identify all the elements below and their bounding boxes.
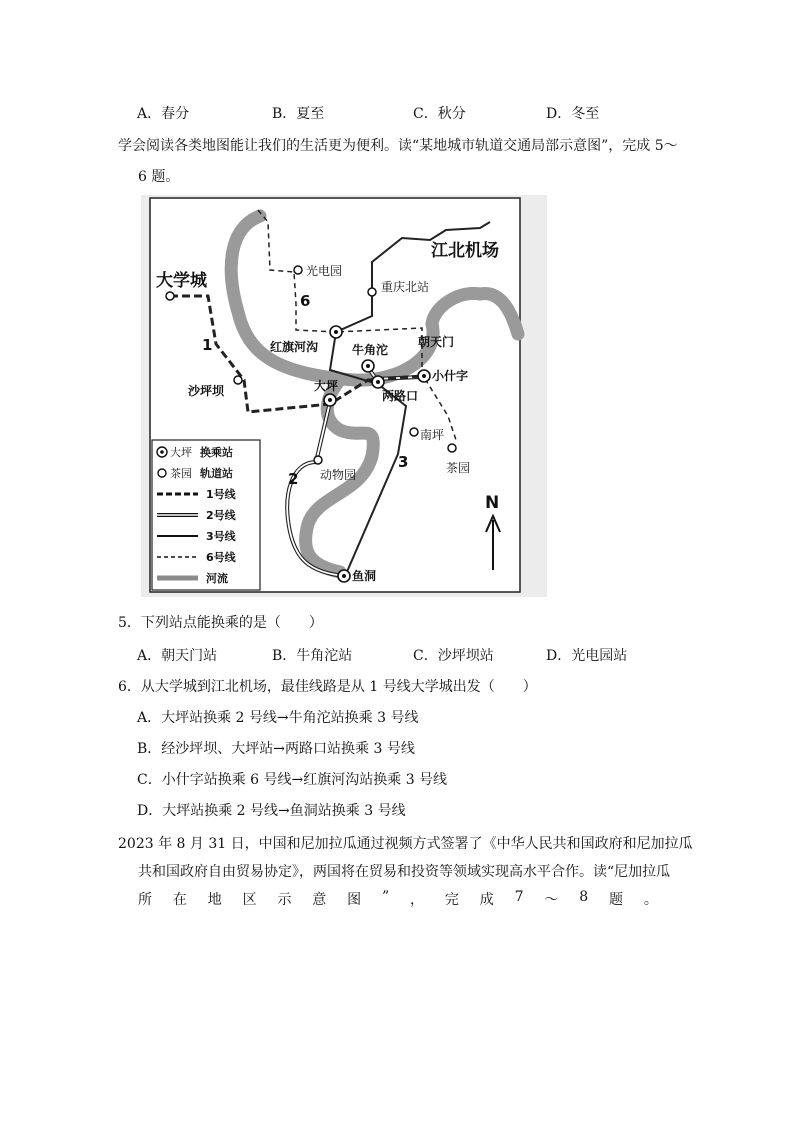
intro-7-8-line3-char: ～ xyxy=(544,892,559,908)
intro-7-8-line3-char: 题 xyxy=(609,892,624,908)
intro-7-8-line3-char: ” xyxy=(382,889,390,905)
label-shapingba: 沙坪坝 xyxy=(188,384,225,398)
intro-7-8-line3-char: 所 xyxy=(138,892,152,908)
intro-7-8-line3-char: 地 xyxy=(207,892,222,908)
label-jiangbei-airport: 江北机场 xyxy=(431,241,499,261)
q4-option-c: C．秋分 xyxy=(413,106,466,122)
map-legend xyxy=(152,440,260,590)
intro-7-8-line3-char: 示 xyxy=(277,892,292,908)
q6-stem: 6．从大学城到江北机场，最佳线路是从 1 号线大学城出发（ ） xyxy=(118,679,537,695)
q5-option-c: C．沙坪坝站 xyxy=(413,648,494,664)
station-guangdianyuan-marker xyxy=(294,266,302,274)
intro-5-6-line1: 学会阅读各类地图能让我们的生活更为便利。读“某地城市轨道交通局部示意图”，完成 5～ xyxy=(118,138,678,154)
station-shapingba-marker xyxy=(234,376,242,384)
q4-option-a: A．春分 xyxy=(137,106,190,122)
intro-7-8-line3-char: 意 xyxy=(312,892,327,908)
legend-transfer-label: 换乘站 xyxy=(200,446,233,459)
q4-option-d: D．冬至 xyxy=(546,106,600,122)
station-nanping-marker xyxy=(410,428,418,436)
intro-7-8-line1: 2023 年 8 月 31 日，中国和尼加拉瓜通过视频方式签署了《中华人民共和国政府和尼加拉瓜 xyxy=(118,836,693,852)
label-xiaoshizi: 小什字 xyxy=(432,369,469,383)
q6-option-d: D．大坪站换乘 2 号线→鱼洞站换乘 3 号线 xyxy=(137,803,406,819)
legend-station-label: 轨道站 xyxy=(200,467,233,480)
intro-7-8-line3-char: 图 xyxy=(347,892,362,908)
legend-transfer-dot xyxy=(160,450,164,454)
q4-option-b: B．夏至 xyxy=(272,106,325,122)
station-chayuan-marker xyxy=(448,444,456,452)
legend-station-symbol xyxy=(158,469,166,477)
station-chongqing-north-marker xyxy=(368,288,376,296)
label-daping: 大坪 xyxy=(314,379,339,393)
label-nanping: 南坪 xyxy=(420,428,445,442)
q5-option-b: B．牛角沱站 xyxy=(272,648,353,664)
label-chaotianmen: 朝天门 xyxy=(418,335,455,349)
legend-line2-label: 2号线 xyxy=(206,509,236,522)
label-hongqihegou: 红旗河沟 xyxy=(270,340,319,354)
station-xiaoshizi-dot xyxy=(422,374,426,378)
intro-7-8-line3-char: 在 xyxy=(172,892,187,908)
intro-7-8-line3-char: 7 xyxy=(514,889,524,905)
label-chongqing-north: 重庆北站 xyxy=(381,280,430,294)
rail-transit-map xyxy=(140,194,548,598)
q5-option-d: D．光电园站 xyxy=(546,648,628,664)
legend-line6-label: 6号线 xyxy=(206,551,236,564)
label-yudong: 鱼洞 xyxy=(352,569,377,583)
q6-option-c: C．小什字站换乘 6 号线→红旗河沟站换乘 3 号线 xyxy=(137,772,448,788)
station-hongqihegou-dot xyxy=(334,330,338,334)
intro-7-8-line3-char: 区 xyxy=(242,892,257,908)
intro-7-8-line3 xyxy=(138,889,658,909)
label-chayuan: 茶园 xyxy=(446,461,471,475)
intro-7-8-line3-char: ， xyxy=(410,892,425,908)
label-daxuecheng: 大学城 xyxy=(156,271,207,291)
line-number-2: 2 xyxy=(288,470,299,488)
north-label: N xyxy=(485,493,500,513)
intro-7-8-line3-char: 8 xyxy=(579,889,589,905)
legend-line3-label: 3号线 xyxy=(206,530,236,543)
station-daxuecheng-marker xyxy=(166,292,174,300)
legend-transfer-sample: 大坪 xyxy=(170,446,192,459)
intro-7-8-line3-char: 。 xyxy=(643,892,658,908)
q5-option-a: A．朝天门站 xyxy=(137,648,218,664)
station-dongwuyuan-marker xyxy=(314,456,322,464)
intro-7-8-line3-char: 成 xyxy=(479,892,494,908)
station-daping-dot xyxy=(328,398,332,402)
legend-river-label: 河流 xyxy=(206,572,228,585)
intro-5-6-line2: 6 题。 xyxy=(138,169,180,185)
q5-stem: 5．下列站点能换乘的是（ ） xyxy=(118,615,323,631)
q6-option-b: B．经沙坪坝、大坪站→两路口站换乘 3 号线 xyxy=(137,741,415,757)
intro-7-8-line3-char: 完 xyxy=(444,892,459,908)
legend-line1-label: 1号线 xyxy=(206,488,236,501)
legend-station-sample: 茶园 xyxy=(170,467,192,480)
station-yudong-dot xyxy=(342,574,346,578)
label-lianglukou: 两路口 xyxy=(382,389,419,403)
line-number-6: 6 xyxy=(300,292,311,310)
label-niujiaotuo: 牛角沱 xyxy=(352,343,389,357)
label-dongwuyuan: 动物园 xyxy=(320,468,357,482)
station-lianglukou-dot xyxy=(376,380,380,384)
line-number-1: 1 xyxy=(202,336,213,354)
station-niujiaotuo-dot xyxy=(366,364,370,368)
q6-option-a: A．大坪站换乘 2 号线→牛角沱站换乘 3 号线 xyxy=(137,710,419,726)
label-guangdianyuan: 光电园 xyxy=(306,264,343,278)
intro-7-8-line2: 共和国政府自由贸易协定》，两国将在贸易和投资等领域实现高水平合作。读“尼加拉瓜 xyxy=(138,864,671,880)
line-number-3: 3 xyxy=(398,453,409,471)
